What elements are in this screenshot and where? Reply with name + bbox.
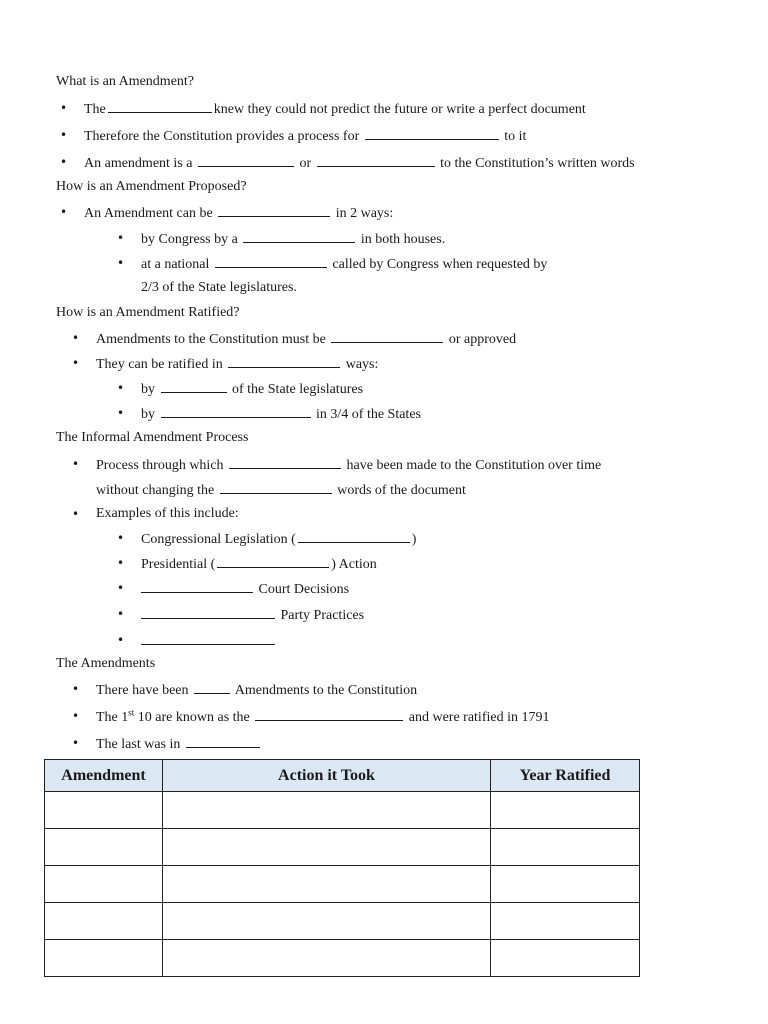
table-cell[interactable] [491,866,640,903]
list-item: • by of the State legislatures [141,379,363,399]
list-item: • An amendment is a or to the Constitution’s written words [84,153,635,173]
fill-in-blank[interactable] [108,99,212,113]
section-heading-how-ratified: How is an Amendment Ratified? [56,305,240,320]
fill-in-blank[interactable] [255,707,403,721]
table-cell[interactable] [163,829,491,866]
table-cell[interactable] [491,829,640,866]
list-item: • Examples of this include: [96,505,239,523]
fill-in-blank[interactable] [218,203,330,217]
column-header-amendment: Amendment [45,760,163,792]
fill-in-blank[interactable] [194,680,230,694]
fill-in-blank[interactable] [229,455,341,469]
table-row [45,940,640,977]
table-row [45,903,640,940]
table-cell[interactable] [163,792,491,829]
section-heading-how-proposed: How is an Amendment Proposed? [56,179,247,194]
column-header-year: Year Ratified [491,760,640,792]
list-item: • at a national called by Congress when requested by [141,254,547,274]
fill-in-blank[interactable] [186,734,260,748]
list-item: • Process through which have been made to the Constitution over time [96,455,601,475]
fill-in-blank[interactable] [215,254,327,268]
fill-in-blank[interactable] [161,404,311,418]
table-cell[interactable] [491,792,640,829]
table-cell[interactable] [45,792,163,829]
list-item: • by in 3/4 of the States [141,404,421,424]
list-item [141,631,277,651]
list-item: • Congressional Legislation ( ) [141,529,416,549]
fill-in-blank[interactable] [217,554,329,568]
amendments-table [44,759,640,977]
list-item: • by Congress by a in both houses. [141,229,445,249]
fill-in-blank[interactable] [298,529,410,543]
table-header-row [45,760,640,792]
fill-in-blank[interactable] [141,579,253,593]
fill-in-blank[interactable] [141,605,275,619]
list-item: • Party Practices [141,605,364,625]
fill-in-blank[interactable] [228,354,340,368]
fill-in-blank[interactable] [317,153,435,167]
list-item: • They can be ratified in ways: [96,354,378,374]
table-cell[interactable] [491,940,640,977]
list-item: • Presidential ( ) Action [141,554,377,574]
list-item: • Therefore the Constitution provides a process for to it [84,126,526,146]
list-item: • An Amendment can be in 2 ways: [84,203,393,223]
list-item: • The 1st 10 are known as the and were ratified in 1791 [96,707,549,727]
table-cell[interactable] [163,903,491,940]
table-cell[interactable] [45,940,163,977]
fill-in-blank[interactable] [331,329,443,343]
column-header-action: Action it Took [163,760,491,792]
list-item: • Amendments to the Constitution must be or approved [96,329,516,349]
fill-in-blank[interactable] [141,631,275,645]
table-cell[interactable] [163,866,491,903]
section-heading-the-amendments: The Amendments [56,656,156,671]
table-cell[interactable] [45,829,163,866]
fill-in-blank[interactable] [161,379,227,393]
list-item: • The last was in [96,734,262,754]
list-item: • The knew they could not predict the future or write a perfect document [84,99,586,119]
table-row [45,866,640,903]
fill-in-blank[interactable] [243,229,355,243]
section-heading-informal-process: The Informal Amendment Process [56,430,249,445]
fill-in-blank[interactable] [365,126,499,140]
list-item: • Court Decisions [141,579,349,599]
table-cell[interactable] [491,903,640,940]
fill-in-blank[interactable] [198,153,294,167]
fill-in-blank[interactable] [220,480,332,494]
table-row [45,829,640,866]
table-cell[interactable] [45,866,163,903]
continuation-text: 2/3 of the State legislatures. [141,280,297,295]
table-row [45,792,640,829]
section-heading-what-is-amendment: What is an Amendment? [56,74,195,89]
table-cell[interactable] [163,940,491,977]
list-item: • There have been Amendments to the Constitution [96,680,417,700]
table-cell[interactable] [45,903,163,940]
continuation-text: without changing the words of the document [96,480,466,500]
